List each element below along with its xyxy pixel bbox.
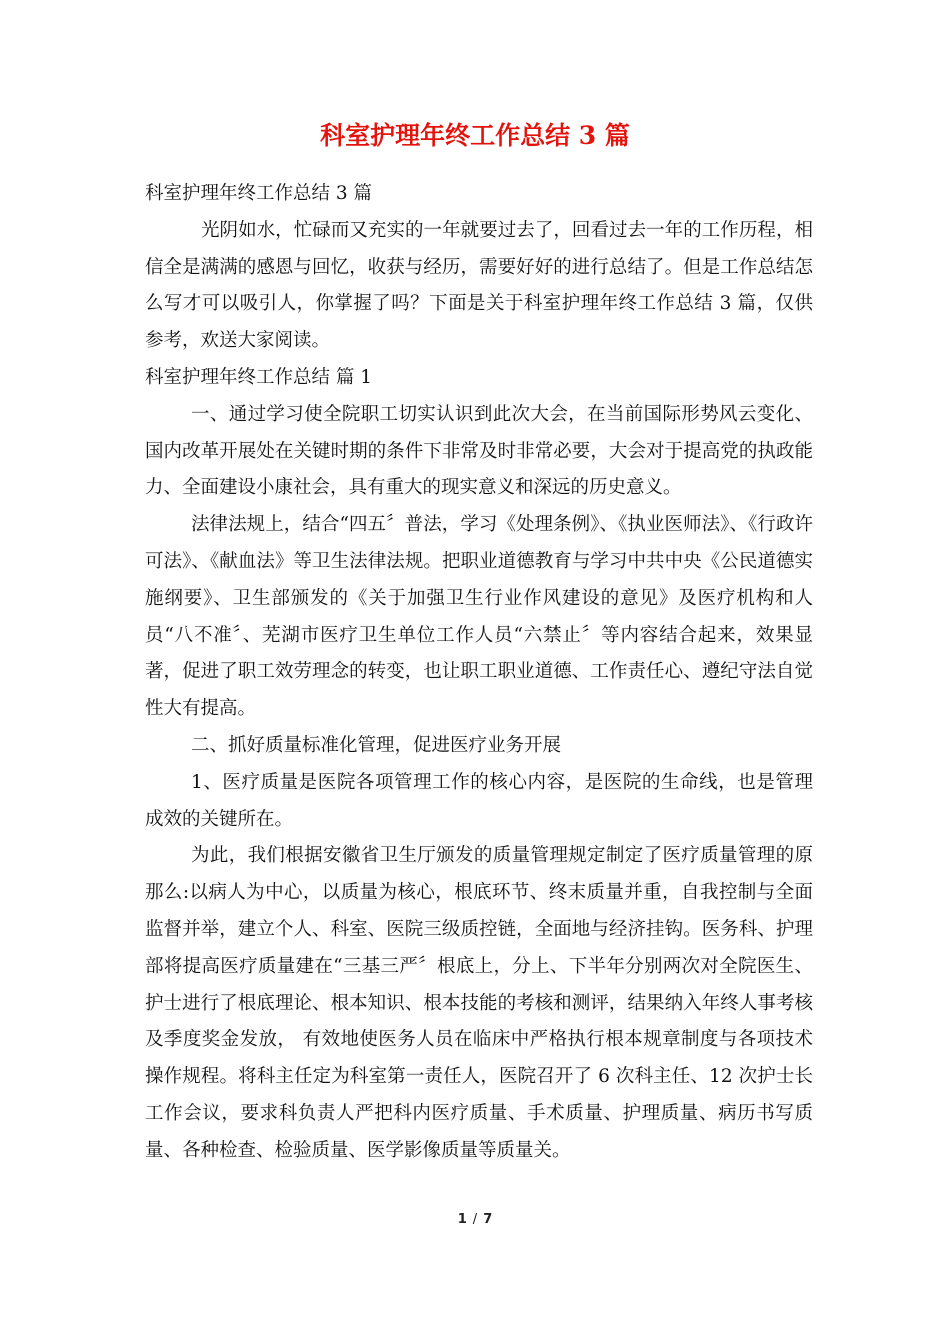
body-paragraph: 1、医疗质量是医院各项管理工作的核心内容，是医院的生命线，也是管理成效的关键所在。: [145, 771, 813, 830]
section-heading-part-1: 科室护理年终工作总结 篇 1: [145, 366, 373, 388]
body-paragraph: 法律法规上，结合“四五〞普法，学习《处理条例》、《执业医师法》、《行政许可法》、《献血法》等卫生法律法规。把职业道德教育与学习中共中央《公民道德实施纲要》、卫生部颁发的《关于加强卫生行业作风建设的意见》及医疗机构和人员“八不准〞、芜湖市医疗卫生单位工作人员“六禁止〞等内容结合起来，效果显著，促进了职工效劳理念的转变，也让职工职业道德、工作责任心、遵纪守法自觉性大有提高。: [145, 514, 813, 720]
subtitle-line: 科室护理年终工作总结 3 篇: [145, 183, 373, 204]
body-paragraph: 一、通过学习使全院职工切实认识到此次大会，在当前国际形势风云变化、国内改革开展处在关键时期的条件下非常及时非常必要，大会对于提高党的执政能力、全面建设小康社会，具有重大的现实意义和深远的历史意义。: [145, 403, 813, 499]
document-title: 科室护理年终工作总结 3 篇: [320, 121, 630, 150]
document-body: [145, 176, 813, 1170]
current-page-number: 1: [457, 1212, 467, 1227]
page-number: [0, 1212, 950, 1227]
intro-paragraph: 光阴如水，忙碌而又充实的一年就要过去了，回看过去一年的工作历程，相信全是满满的感恩与回忆，收获与经历，需要好好的进行总结了。但是工作总结怎么写才可以吸引人，你掌握了吗？下面是关于科室护理年终工作总结 3 篇，仅供参考，欢送大家阅读。: [145, 219, 813, 352]
total-page-count: 7: [483, 1212, 493, 1227]
body-paragraph: 为此，我们根据安徽省卫生厅颁发的质量管理规定制定了医疗质量管理的原那么:以病人为中心，以质量为核心，根底环节、终末质量并重，自我控制与全面监督并举，建立个人、科室、医院三级质控链，全面地与经济挂钩。医务科、护理部将提高医疗质量建在“三基三严〞根底上，分上、下半年分别两次对全院医生、护士进行了根底理论、根本知识、根本技能的考核和测评，结果纳入年终人事考核及季度奖金发放， 有效地使医务人员在临床中严格执行根本规章制度与各项技术操作规程。将科主任定为科室第一责任人，医院召开了 6 次科主任、12 次护士长工作会议，要求科负责人严把科内医疗质量、手术质量、护理质量、病历书写质量、各种检查、检验质量、医学影像质量等质量关。: [145, 845, 813, 1161]
section-heading-quality: 二、抓好质量标准化管理，促进医疗业务开展: [191, 734, 562, 756]
page-separator: /: [472, 1212, 478, 1227]
